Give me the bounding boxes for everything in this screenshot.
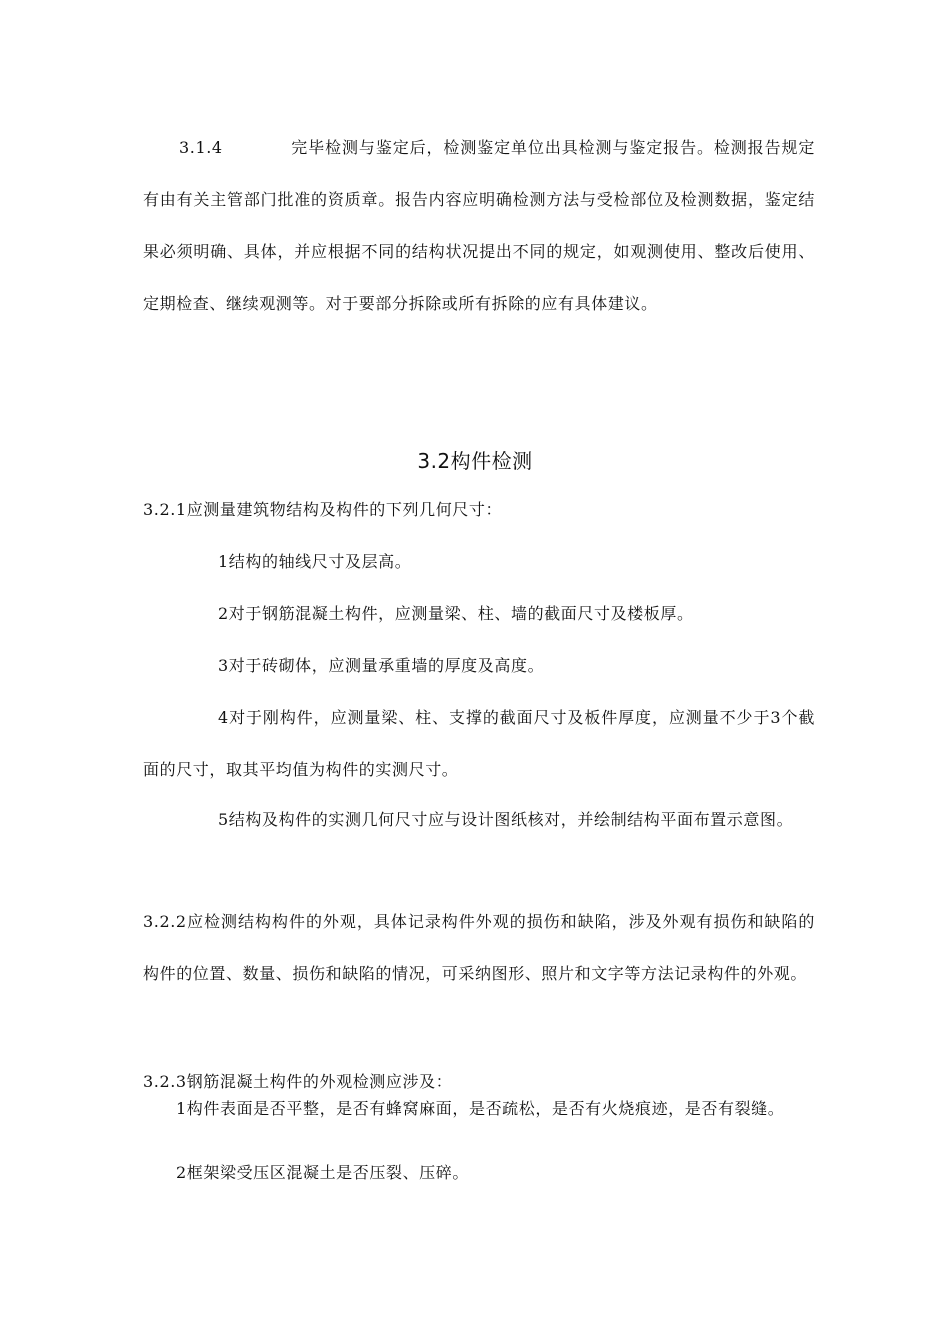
clause-text-3-1-4: 完毕检测与鉴定后，检测鉴定单位出具检测与鉴定报告。检测报告规定有由有关主管部门批准的资质章。报告内容应明确检测方法与受检部位及检测数据，鉴定结果必须明确、具体，并应根据不同的结构状况提出不同的规定，如观测使用、整改后使用、定期检查、继续观测等。对于要部分拆除或所有拆除的应有具体建议。 (143, 138, 815, 313)
clause-3-2-1-intro: 3.2.1应测量建筑物结构及构件的下列几何尺寸： (143, 500, 503, 519)
clause-3-2-3-intro: 3.2.3钢筋混凝土构件的外观检测应涉及： (143, 1072, 453, 1091)
clause-3-2-1-item-3: 3对于砖砌体，应测量承重墙的厚度及高度。 (218, 656, 545, 675)
clause-3-2-1-item-1: 1结构的轴线尺寸及层高。 (218, 552, 412, 571)
clause-3-2-3-item-1: 1构件表面是否平整，是否有蜂窝麻面，是否疏松，是否有火烧痕迹，是否有裂缝。 (176, 1099, 785, 1118)
clause-3-2-1-item-4: 4对于刚构件，应测量梁、柱、支撑的截面尺寸及板件厚度，应测量不少于3个截面的尺寸，取其平均值为构件的实测尺寸。 (143, 708, 815, 779)
paragraph-3-1-4 (143, 122, 815, 330)
clause-3-2-2: 3.2.2应检测结构构件的外观，具体记录构件外观的损伤和缺陷，涉及外观有损伤和缺陷的构件的位置、数量、损伤和缺陷的情况，可采纳图形、照片和文字等方法记录构件的外观。 (143, 912, 815, 983)
clause-3-2-1-item-5: 5结构及构件的实测几何尺寸应与设计图纸核对，并绘制结构平面布置示意图。 (218, 810, 794, 829)
section-heading-3-2: 3.2构件检测 (417, 449, 533, 473)
clause-3-2-1-item-2: 2对于钢筋混凝土构件，应测量梁、柱、墙的截面尺寸及楼板厚。 (218, 604, 694, 623)
clause-3-2-3-item-2: 2框架梁受压区混凝土是否压裂、压碎。 (176, 1163, 469, 1182)
clause-number-3-1-4: 3.1.4 (179, 138, 223, 157)
